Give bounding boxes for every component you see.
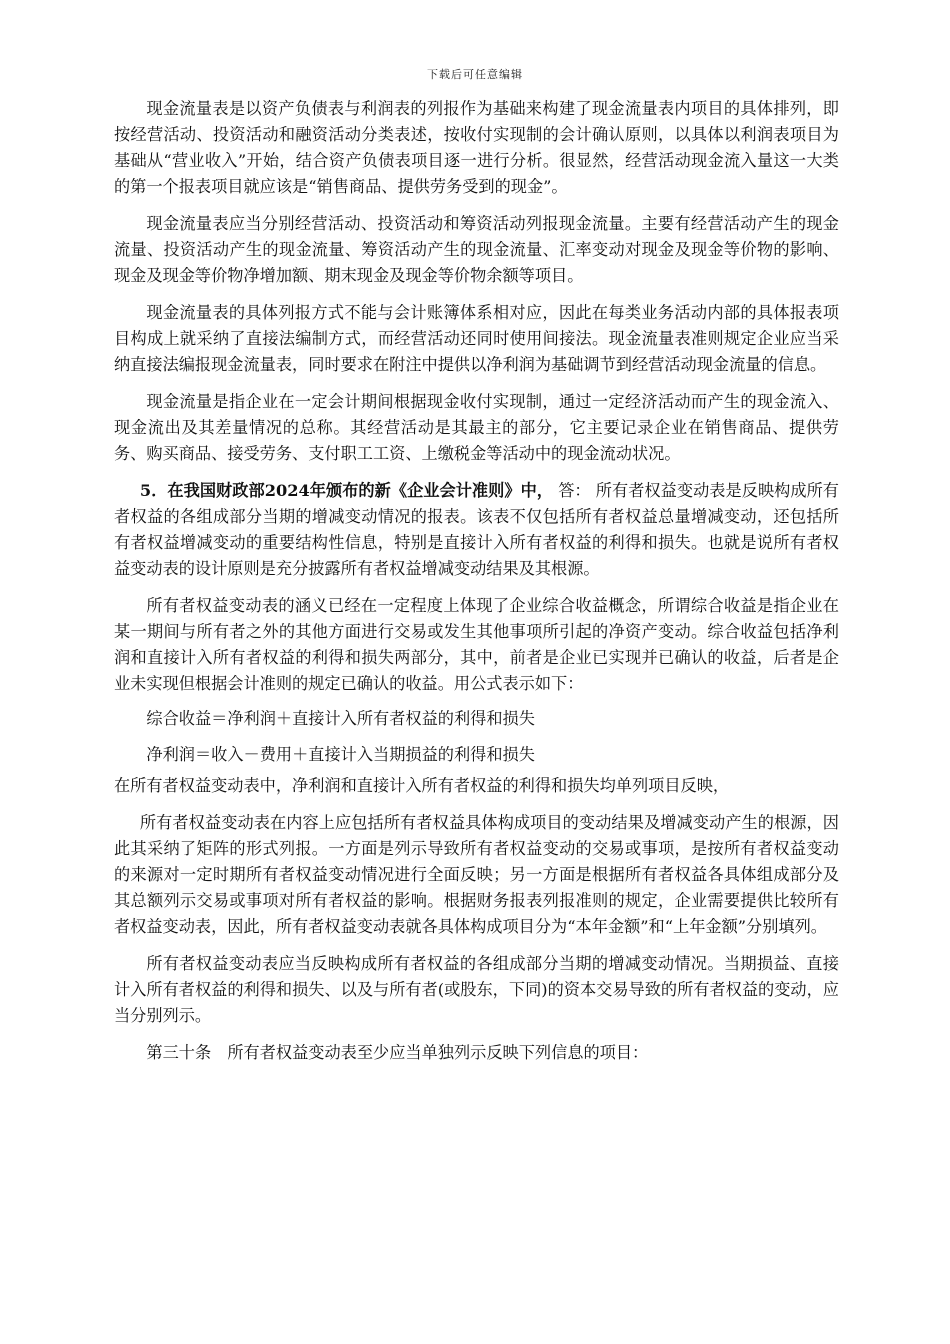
formula-comprehensive-income: 综合收益＝净利润＋直接计入所有者权益的利得和损失: [146, 709, 535, 728]
paragraph-cash-flow-methods: 现金流量表的具体列报方式不能与会计账簿体系相对应，因此在每类业务活动内部的具体报表项目构成上就采纳了直接法编制方式，而经营活动还同时使用间接法。现金流量表准则规定企业应当采纳直接法编报现金流量表，同时要求在附注中提供以净利润为基础调节到经营活动现金流量的信息。: [114, 303, 839, 374]
question-5-heading: 5．在我国财政部2024年颁布的新《企业会计准则》中，: [139, 481, 554, 500]
paragraph-equity-changes: 所有者权益变动表应当反映构成所有者权益的各组成部分当期的增减变动情况。当期损益、直接计入所有者权益的利得和损失、以及与所有者(或股东，下同)的资本交易导致的所有者权益的变动，应当分别列示。: [114, 954, 839, 1025]
paragraph-cash-flow-categories: 现金流量表应当分别经营活动、投资活动和筹资活动列报现金流量。主要有经营活动产生的现金流量、投资活动产生的现金流量、筹资活动产生的现金流量、汇率变动对现金及现金等价物的影响、现金及现金等价物净增加额、期末现金及现金等价物余额等项目。: [114, 214, 839, 285]
document-body: [114, 96, 839, 1077]
formula-net-profit: 净利润＝收入－费用＋直接计入当期损益的利得和损失: [146, 745, 535, 764]
paragraph-article-30: 第三十条 所有者权益变动表至少应当单独列示反映下列信息的项目：: [146, 1043, 649, 1062]
paragraph-separate-items: 在所有者权益变动表中，净利润和直接计入所有者权益的利得和损失均单列项目反映，: [114, 776, 730, 795]
paragraph-cash-flow-basis: 现金流量表是以资产负债表与利润表的列报作为基础来构建了现金流量表内项目的具体排列，即按经营活动、投资活动和融资活动分类表述，按收付实现制的会计确认原则，以具体以利润表项目为基础从“营业收入”开始，结合资产负债表项目逐一进行分析。很显然，经营活动现金流入量这一大类的第一个报表项目就应该是“销售商品、提供劳务受到的现金”。: [114, 99, 839, 196]
question-5-answer: 答： 所有者权益变动表是反映构成所有者权益的各组成部分当期的增减变动情况的报表。该表不仅包括所有者权益总量增减变动，还包括所有者权益增减变动的重要结构性信息，特别是直接计入所有者权益的利得和损失。也就是说所有者权益变动表的设计原则是充分披露所有者权益增减变动结果及其根源。: [114, 481, 839, 578]
paragraph-comprehensive-income: 所有者权益变动表的涵义已经在一定程度上体现了企业综合收益概念，所谓综合收益是指企业在某一期间与所有者之外的其他方面进行交易或发生其他事项所引起的净资产变动。综合收益包括净利润和直接计入所有者权益的利得和损失两部分，其中，前者是企业已实现并已确认的收益，后者是企业未实现但根据会计准则的规定已确认的收益。用公式表示如下：: [114, 596, 839, 693]
paragraph-question-5: [114, 478, 839, 582]
page-header-note: 下载后可任意编辑: [427, 68, 523, 81]
paragraph-cash-flow-definition: 现金流量是指企业在一定会计期间根据现金收付实现制，通过一定经济活动而产生的现金流入、现金流出及其差量情况的总称。其经营活动是其最主的部分，它主要记录企业在销售商品、提供劳务、购买商品、接受劳务、支付职工工资、上缴税金等活动中的现金流动状况。: [114, 392, 839, 463]
paragraph-matrix-format: 所有者权益变动表在内容上应包括所有者权益具体构成项目的变动结果及增减变动产生的根源，因此其采纳了矩阵的形式列报。一方面是列示导致所有者权益变动的交易或事项，是按所有者权益变动的来源对一定时期所有者权益变动情况进行全面反映；另一方面是根据所有者权益各具体组成部分及其总额列示交易或事项对所有者权益的影响。根据财务报表列报准则的规定，企业需要提供比较所有者权益变动表，因此，所有者权益变动表就各具体构成项目分为“本年金额”和“上年金额”分别填列。: [114, 813, 839, 936]
